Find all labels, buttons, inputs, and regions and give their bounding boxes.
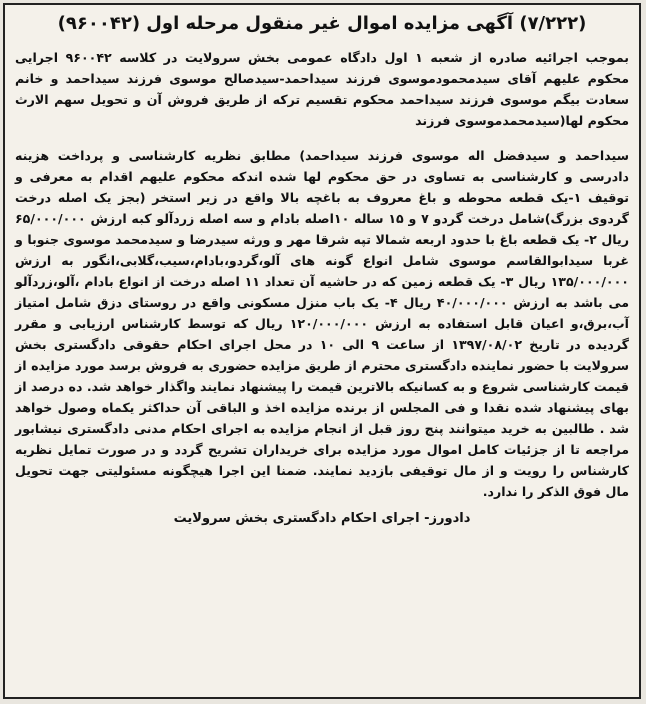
notice-paragraph-1: بموجب اجرائیه صادره از شعبه ۱ اول دادگاه عمومی بخش سرولایت در کلاسه ۹۶۰۰۴۲ اجرایی محکوم علیهم آقای سیدمحمودموسوی فرزند سیداحمد-سیدصالح موسوی فرزند سیداحمد و خانم سعادت بیگم موسوی فرزند سیداحمد محکوم تقسیم ترکه از طریق فروش آن و تحویل سهم الارث محکوم لها(سیدمحمدموسوی فرزند <box>15 50 629 128</box>
notice-signature: دادورز- اجرای احکام دادگستری بخش سرولایت <box>173 511 471 526</box>
notice-paragraph-2: سیداحمد و سیدفضل اله موسوی فرزند سیداحمد) مطابق نظریه کارشناسی و پرداخت هزینه دادرسی و کارشناسی به تساوی در حق محکوم لها شده اندکه محکوم علیهم اقدام به معرفی و توقیف ۱-یک قطعه محوطه و باغ معروف به باغچه بالا واقع در زیر استخر (بجز یک اصله درخت گردوی بزرگ)شامل درخت گردو ۷ و ۱۵ ساله ۱۰اصله بادام و سه اصله زردآلو کبه ارزش ۶۵/۰۰۰/۰۰۰ ریال ۲- یک قطعه باغ با حدود اربعه شمالا تپه شرقا مهر و ورثه سیدرضا و سیدمحمد موسوی جنوبا و غربا سیدابوالقاسم موسوی شامل انواع گونه های آلو،گردو،بادام،سیب،گلابی،انگور به ارزش ۱۳۵/۰۰۰/۰۰۰ ریال ۳- یک قطعه زمین که در حاشیه آن تعداد ۱۱ اصله درخت از انواع بادام ،آلو،زردآلو می باشد به ارزش ۴۰/۰۰۰/۰۰۰ ریال ۴- یک باب منزل مسکونی واقع در روستای دزق شامل امتیاز آب،برق،و اعیان قابل استفاده به ارزش ۱۲۰/۰۰۰/۰۰۰ ریال که توسط کارشناس ارزیابی و مقرر گردیده در تاریخ ۱۳۹۷/۰۸/۰۲ از ساعت ۹ الی ۱۰ در محل اجرای احکام حقوقی دادگستری بخش سرولایت با حضور نماینده دادگستری محترم از طریق مزایده حضوری به فروش برسد مورد مزایده از قیمت کارشناسی شروع و به کسانیکه بالاترین قیمت را پیشنهاد نمایند واگذار خواهد شد. ده درصد از بهای پیشنهاد شده نقدا و فی المجلس از برنده مزایده اخذ و الباقی آن حداکثر یکماه وصول خواهد شد . طالبین به خرید میتوانند پنج روز قبل از انجام مزایده به اجرای احکام مدنی دادگستری نیشابور مراجعه تا از جزئیات کامل اموال مورد مزایده برای خریداران تشریح گردد و در صورت تمایل نظریه کارشناس را رویت و از مال توقیفی بازدید نمایند. ضمنا این اجرا هیچگونه مسئولیتی جهت تحویل مال فوق الذکر را ندارد. <box>15 148 630 499</box>
notice-title: (۷/۲۲۲) آگهی مزایده اموال غیر منقول مرحله اول (۹۶۰۰۴۲) <box>57 13 587 34</box>
legal-notice <box>3 3 641 699</box>
